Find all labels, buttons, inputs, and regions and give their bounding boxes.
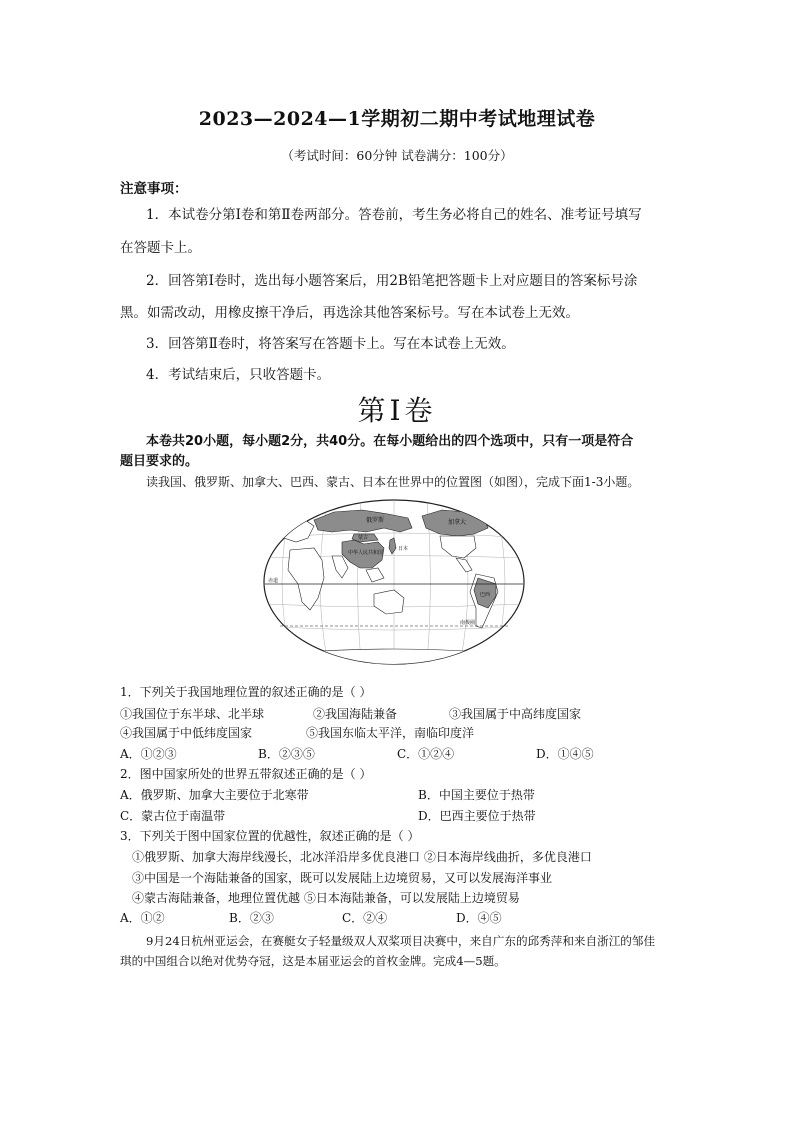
notice-item-2-line-1: 2．回答第Ⅰ卷时，选出每小题答案后，用2B铅笔把答题卡上对应题目的答案标号涂	[146, 273, 638, 289]
q3-statement-line-1: ①俄罗斯、加拿大海岸线漫长，北冰洋沿岸多优良港口 ②日本海岸线曲折，多优良港口	[132, 850, 592, 864]
label-antarctic-circle: 南极圈	[460, 620, 476, 626]
label-japan: 日本	[398, 546, 409, 552]
passage-line-1: 9月24日杭州亚运会，在赛艇女子轻量级双人双桨项目决赛中，来自广东的邱秀萍和来自浙江的邹佳	[146, 934, 656, 948]
q1-statement-5: ⑤我国东临太平洋，南临印度洋	[306, 726, 475, 740]
label-russia: 俄罗斯	[366, 517, 385, 524]
q1-option-d: D．①④⑤	[536, 747, 594, 761]
label-brazil: 巴西	[480, 592, 491, 598]
notice-item-4: 4．考试结束后，只收答题卡。	[146, 367, 331, 383]
q1-option-a: A．①②③	[120, 747, 177, 761]
notice-item-1-line-2: 在答题卡上。	[120, 240, 201, 256]
notice-item-2-line-2: 黑。如需改动，用橡皮擦干净后，再选涂其他答案标号。写在本试卷上无效。	[120, 305, 579, 321]
notice-item-3: 3．回答第Ⅱ卷时，将答案写在答题卡上。写在本试卷上无效。	[146, 336, 515, 352]
q1-option-b: B．②③⑤	[258, 747, 315, 761]
notice-item-1-line-1: 1．本试卷分第Ⅰ卷和第Ⅱ卷两部分。答卷前，考生务必将自己的姓名、准考证号填写	[146, 207, 642, 223]
q3-option-c: C．②④	[342, 911, 388, 925]
world-map	[262, 498, 526, 666]
q2-option-a: A．俄罗斯、加拿大主要位于北寒带	[120, 788, 309, 802]
label-canada: 加拿大	[448, 519, 467, 526]
question-lead: 读我国、俄罗斯、加拿大、巴西、蒙古、日本在世界中的位置图（如图），完成下面1-3小题。	[146, 475, 640, 489]
q1-statement-1: ①我国位于东半球、北半球	[120, 707, 265, 721]
label-mongolia: 蒙古	[358, 535, 369, 541]
passage-line-2: 琪的中国组合以绝对优势夺冠，这是本届亚运会的首枚金牌。完成4—5题。	[120, 954, 506, 968]
q1-statement-2: ②我国海陆兼备	[313, 707, 398, 721]
q3-option-a: A．①②	[120, 911, 165, 925]
q2-option-b: B．中国主要位于热带	[418, 788, 535, 802]
exam-title: 2023—2024—1学期初二期中考试地理试卷	[198, 108, 596, 130]
q3-statement-line-2: ③中国是一个海陆兼备的国家，既可以发展陆上边境贸易，又可以发展海洋事业	[132, 871, 553, 885]
section-instruction-line-2: 题目要求的。	[120, 454, 199, 469]
q1-statement-4: ④我国属于中低纬度国家	[120, 726, 253, 740]
label-equator: 赤道	[268, 578, 279, 584]
notice-heading: 注意事项：	[120, 181, 188, 197]
q1-option-c: C．①②④	[397, 747, 455, 761]
q3-option-d: D．④⑤	[456, 911, 502, 925]
q3-statement-line-3: ④蒙古海陆兼备，地理位置优越 ⑤日本海陆兼备，可以发展陆上边境贸易	[132, 891, 520, 905]
section-instruction-line-1: 本卷共20小题，每小题2分，共40分。在每小题给出的四个选项中，只有一项是符合	[146, 434, 634, 449]
q2-stem: 2．图中国家所处的世界五带叙述正确的是（ ）	[120, 767, 372, 781]
q1-stem: 1．下列关于我国地理位置的叙述正确的是（ ）	[120, 685, 372, 699]
q2-option-c: C．蒙古位于南温带	[120, 809, 226, 823]
q3-stem: 3．下列关于图中国家位置的优越性，叙述正确的是（ ）	[120, 829, 420, 843]
q3-option-b: B．②③	[229, 911, 274, 925]
section-title: 第Ⅰ卷	[357, 394, 437, 427]
q1-statement-3: ③我国属于中高纬度国家	[449, 707, 582, 721]
q2-option-d: D．巴西主要位于热带	[418, 809, 536, 823]
exam-subtitle: （考试时间：60分钟 试卷满分：100分）	[281, 148, 513, 163]
label-china: 中华人民共和国	[348, 550, 384, 556]
